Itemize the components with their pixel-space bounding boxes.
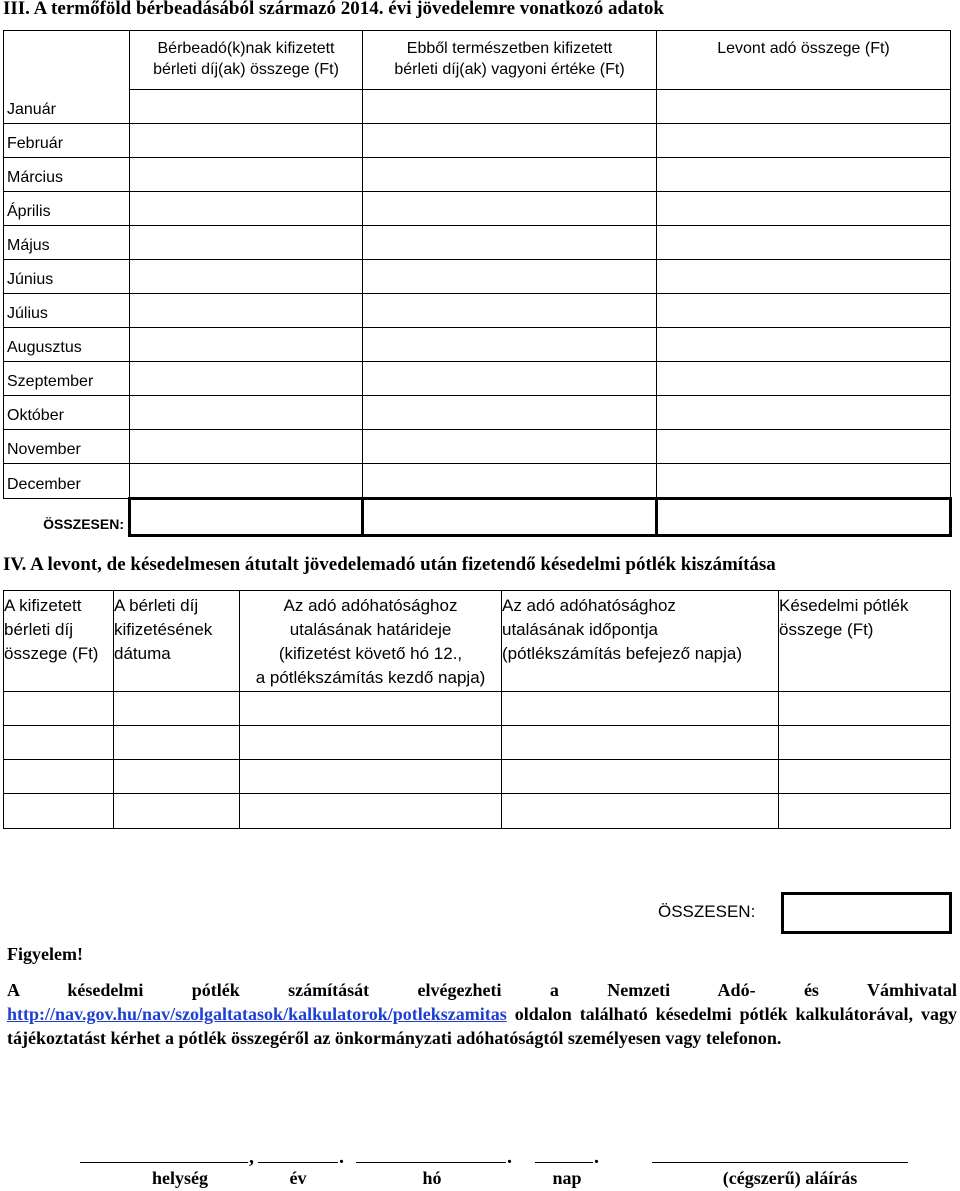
notice-heading: Figyelem! bbox=[7, 944, 83, 964]
month-value-cell[interactable] bbox=[363, 362, 657, 396]
late-fee-cell[interactable] bbox=[114, 760, 240, 794]
section-3-title: III. A termőföld bérbeadásából származó 2014. évi jövedelemre vonatkozó adatok bbox=[3, 0, 664, 19]
corner-cell bbox=[4, 31, 130, 90]
day-line[interactable] bbox=[535, 1162, 593, 1163]
total-paid-rent-input[interactable] bbox=[130, 499, 363, 536]
late-fee-cell[interactable] bbox=[240, 726, 502, 760]
header-transfer-deadline: Az adó adóhatósághoz utalásának határideje (kifizetést követő hó 12., a pótlékszámítás kezdő napja) bbox=[240, 591, 502, 692]
month-value-cell[interactable] bbox=[363, 464, 657, 499]
month-label: Április bbox=[4, 192, 130, 226]
header-paid-amount: A kifizetett bérleti díj összege (Ft) bbox=[4, 591, 114, 692]
header-transfer-date: Az adó adóhatósághoz utalásának időpontja (pótlékszámítás befejező napja) bbox=[502, 591, 779, 692]
month-value-cell[interactable] bbox=[657, 328, 951, 362]
place-line[interactable] bbox=[80, 1162, 248, 1163]
late-fee-row bbox=[4, 726, 951, 760]
late-fee-cell[interactable] bbox=[114, 726, 240, 760]
month-value-cell[interactable] bbox=[657, 226, 951, 260]
late-fee-total-input[interactable] bbox=[781, 892, 952, 934]
month-value-cell[interactable] bbox=[363, 396, 657, 430]
late-fee-cell[interactable] bbox=[502, 692, 779, 726]
month-value-cell[interactable] bbox=[363, 158, 657, 192]
month-value-cell[interactable] bbox=[363, 430, 657, 464]
late-fee-cell[interactable] bbox=[4, 794, 114, 829]
total-withheld-tax-input[interactable] bbox=[657, 499, 951, 536]
signature-label: (cégszerű) aláírás bbox=[722, 1168, 858, 1188]
month-value-cell[interactable] bbox=[130, 294, 363, 328]
month-value-cell[interactable] bbox=[657, 464, 951, 499]
month-label: Január bbox=[4, 90, 130, 124]
late-fee-cell[interactable] bbox=[502, 726, 779, 760]
late-fee-table-header bbox=[4, 591, 951, 692]
month-value-cell[interactable] bbox=[657, 396, 951, 430]
month-value-cell[interactable] bbox=[657, 90, 951, 124]
income-table bbox=[3, 30, 952, 537]
month-value-cell[interactable] bbox=[363, 294, 657, 328]
month-value-cell[interactable] bbox=[363, 226, 657, 260]
late-fee-cell[interactable] bbox=[779, 794, 951, 829]
late-fee-cell[interactable] bbox=[779, 760, 951, 794]
late-fee-total-label: ÖSSZESEN: bbox=[658, 902, 756, 921]
header-late-fee: Késedelmi pótlék összege (Ft) bbox=[779, 591, 951, 692]
month-value-cell[interactable] bbox=[363, 124, 657, 158]
month-row bbox=[4, 192, 951, 226]
month-value-cell[interactable] bbox=[363, 90, 657, 124]
month-value-cell[interactable] bbox=[130, 226, 363, 260]
month-value-cell[interactable] bbox=[130, 396, 363, 430]
late-fee-cell[interactable] bbox=[240, 760, 502, 794]
late-fee-cell[interactable] bbox=[4, 760, 114, 794]
month-row bbox=[4, 396, 951, 430]
header-withheld-tax: Levont adó összege (Ft) bbox=[657, 31, 951, 90]
month-value-cell[interactable] bbox=[130, 158, 363, 192]
late-fee-row bbox=[4, 760, 951, 794]
month-label: Június bbox=[4, 260, 130, 294]
income-total-row bbox=[4, 499, 951, 536]
dot-separator: . bbox=[339, 1146, 344, 1168]
total-in-kind-input[interactable] bbox=[363, 499, 657, 536]
month-label: hó bbox=[422, 1168, 442, 1188]
month-value-cell[interactable] bbox=[130, 464, 363, 499]
month-label: Augusztus bbox=[4, 328, 130, 362]
late-fee-cell[interactable] bbox=[502, 794, 779, 829]
month-row bbox=[4, 260, 951, 294]
month-value-cell[interactable] bbox=[363, 328, 657, 362]
month-row bbox=[4, 362, 951, 396]
month-label: December bbox=[4, 464, 130, 499]
signature-line[interactable] bbox=[652, 1162, 908, 1163]
late-fee-cell[interactable] bbox=[114, 692, 240, 726]
month-row bbox=[4, 430, 951, 464]
month-value-cell[interactable] bbox=[130, 260, 363, 294]
late-fee-cell[interactable] bbox=[240, 794, 502, 829]
month-value-cell[interactable] bbox=[657, 158, 951, 192]
month-value-cell[interactable] bbox=[130, 90, 363, 124]
month-label: November bbox=[4, 430, 130, 464]
month-value-cell[interactable] bbox=[130, 192, 363, 226]
month-value-cell[interactable] bbox=[363, 260, 657, 294]
month-value-cell[interactable] bbox=[657, 362, 951, 396]
month-label: Február bbox=[4, 124, 130, 158]
late-fee-cell[interactable] bbox=[779, 692, 951, 726]
month-value-cell[interactable] bbox=[130, 328, 363, 362]
day-label: nap bbox=[552, 1168, 582, 1188]
month-value-cell[interactable] bbox=[657, 124, 951, 158]
month-value-cell[interactable] bbox=[657, 260, 951, 294]
late-fee-cell[interactable] bbox=[779, 726, 951, 760]
month-line[interactable] bbox=[356, 1162, 506, 1163]
comma-separator: , bbox=[249, 1146, 254, 1168]
late-fee-row bbox=[4, 794, 951, 829]
dot-separator: . bbox=[507, 1146, 512, 1168]
month-label: Július bbox=[4, 294, 130, 328]
income-table-header bbox=[4, 31, 951, 90]
month-value-cell[interactable] bbox=[657, 294, 951, 328]
notice-text-before: A késedelmi pótlék számítását elvégezheti a Nemzeti Adó- és Vámhivatal bbox=[7, 980, 957, 1000]
late-fee-row bbox=[4, 692, 951, 726]
notice-text-after: oldalon található késedelmi pótlék kalkulátorával, vagy tájékoztatást kérhet a pótlék összegéről az önkormányzati adóhatóságtól személyesen vagy telefonon. bbox=[7, 1004, 957, 1048]
calculator-link[interactable]: http://nav.gov.hu/nav/szolgaltatasok/kalkulatorok/potlekszamitas bbox=[7, 1004, 507, 1024]
total-label: ÖSSZESEN: bbox=[43, 516, 124, 532]
late-fee-cell[interactable] bbox=[4, 692, 114, 726]
month-row bbox=[4, 90, 951, 124]
month-value-cell[interactable] bbox=[130, 430, 363, 464]
month-label: Május bbox=[4, 226, 130, 260]
place-label: helység bbox=[152, 1168, 208, 1188]
dot-separator: . bbox=[594, 1146, 599, 1168]
notice-text bbox=[7, 978, 957, 1050]
month-row bbox=[4, 158, 951, 192]
late-fee-cell[interactable] bbox=[502, 760, 779, 794]
month-value-cell[interactable] bbox=[657, 430, 951, 464]
month-value-cell[interactable] bbox=[130, 124, 363, 158]
month-row bbox=[4, 328, 951, 362]
late-fee-cell[interactable] bbox=[114, 794, 240, 829]
year-line[interactable] bbox=[258, 1162, 338, 1163]
month-label: Március bbox=[4, 158, 130, 192]
header-paid-rent: Bérbeadó(k)nak kifizetett bérleti díj(ak) összege (Ft) bbox=[130, 31, 363, 90]
late-fee-cell[interactable] bbox=[4, 726, 114, 760]
year-label: év bbox=[289, 1168, 307, 1188]
month-row bbox=[4, 464, 951, 499]
section-4-title: IV. A levont, de késedelmesen átutalt jövedelemadó után fizetendő késedelmi pótlék kiszámítása bbox=[3, 554, 776, 575]
month-label: Szeptember bbox=[4, 362, 130, 396]
month-value-cell[interactable] bbox=[657, 192, 951, 226]
header-payment-date: A bérleti díj kifizetésének dátuma bbox=[114, 591, 240, 692]
header-in-kind-value: Ebből természetben kifizetett bérleti díj(ak) vagyoni értéke (Ft) bbox=[363, 31, 657, 90]
month-label: Október bbox=[4, 396, 130, 430]
month-value-cell[interactable] bbox=[363, 192, 657, 226]
month-row bbox=[4, 226, 951, 260]
month-row bbox=[4, 124, 951, 158]
late-fee-cell[interactable] bbox=[240, 692, 502, 726]
late-fee-table bbox=[3, 590, 951, 829]
month-value-cell[interactable] bbox=[130, 362, 363, 396]
month-row bbox=[4, 294, 951, 328]
